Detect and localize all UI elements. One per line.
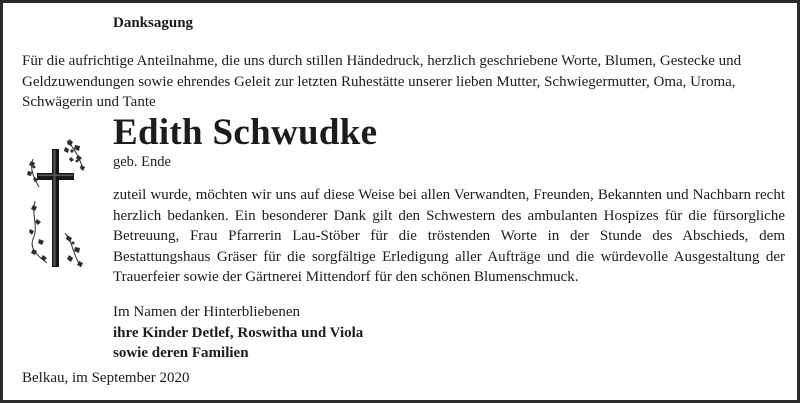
notice-heading: Danksagung (113, 15, 194, 31)
place-and-date: Belkau, im September 2020 (22, 370, 190, 386)
intro-paragraph: Für die aufrichtige Anteilnahme, die uns durch stillen Händedruck, herzlich geschriebene Worte, Blumen, Gestecke und Geldzuwendungen sowie ehrendes Geleit zur letzten Ruhestätte unserer lieben Mutter, Schwiegermutter, Oma, Uroma, Schwägerin und Tante (22, 53, 742, 110)
thanks-paragraph: zuteil wurde, möchten wir uns auf diese Weise bei allen Verwandten, Freunden, Bekannten und Nachbarn recht herzlich bedanken. Ein besonderer Dank gilt den Schwestern des ambulanten Hospizes für die fürsorgliche Betreuung, Frau Pfarrerin Lau-Stöber für die tröstenden Worte in der Stunde des Abschieds, dem Bestattungshaus Gräser für die sorgfältige Erledigung aller Aufträge und die würdevolle Ausgestaltung der Trauerfeier sowie der Gärtnerei Mittendorf für den schönen Blumenschmuck. (113, 187, 785, 285)
signature-block (113, 302, 363, 364)
deceased-name: Edith Schwudke (113, 112, 378, 153)
signature-line-3: sowie deren Familien (113, 345, 249, 361)
birth-name: geb. Ende (113, 154, 171, 170)
cross-with-ivy-icon (25, 135, 87, 273)
signature-line-2: ihre Kinder Detlef, Roswitha und Viola (113, 324, 364, 341)
signature-line-1: Im Namen der Hinterbliebenen (113, 304, 301, 320)
